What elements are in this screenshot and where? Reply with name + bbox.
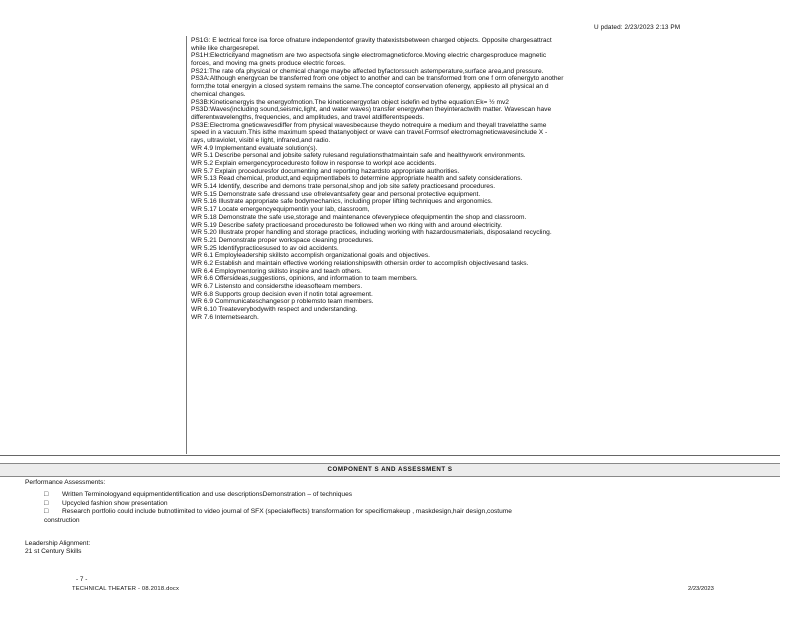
standard-line: WR 5.15 Demonstrate safe dressand use ofrelevantsafety gear and personal protective equipment. [191, 190, 481, 198]
leadership-alignment-label: Leadership Alignment: [25, 540, 91, 547]
checkbox-square-icon: □ [44, 508, 49, 516]
standard-line: PS3D:Waves(including sound,seismic,light, and water waves) transfer energywhen theyinteractwith matter. Wavescan have [191, 106, 552, 114]
assessment-item-continuation: construction [44, 516, 80, 524]
page-number: - 7 - [76, 576, 88, 583]
standard-line: WR 6.6 Offersideas,suggestions, opinions, and information to team members. [191, 275, 418, 283]
standard-line: WR 6.1 Employleadership skillsto accomplish organizational goals and objectives. [191, 252, 430, 260]
standard-line: speed in a vacuum.This isthe maximum speed thatanyobject or wave can travel.Formsof electromagneticwavesinclude X - [191, 129, 548, 137]
standards-cell [186, 36, 781, 454]
standard-line: PS1H:Electricityand magnetism are two aspectsofa single electromagneticforce.Moving electric chargesproduce magnetic [191, 52, 547, 60]
standard-line: forces, and moving ma gnets produce electric forces. [191, 60, 346, 68]
assessment-item [44, 508, 784, 517]
table-divider [0, 455, 780, 456]
standard-line: rays, ultraviolet, visibl e light, infrared,and radio. [191, 136, 331, 144]
standard-line: PS1G: E lectrical force isa force ofnature independentof gravity thatexistsbetween charged objects. Opposite chargesattract [191, 37, 552, 44]
standard-line: WR 5.2 Explain emergencyproceduresto follow in response to workpl ace accidents. [191, 160, 437, 167]
assessment-item [44, 500, 784, 509]
checkbox-square-icon: □ [44, 499, 49, 507]
century-skills-label: 21 st Century Skills [25, 548, 82, 555]
standard-line: WR 5.21 Demonstrate proper workspace cleaning procedures. [191, 236, 374, 244]
standard-line: WR 6.2 Establish and maintain effective working relationshipswith othersin order to accomplish objectivesand tasks. [191, 259, 529, 267]
standard-line: PS3B:Kineticenergyis the energyofmotion.The kineticenergyofan object isdefin ed bythe equation:Ek= ½ mv2 [191, 98, 509, 106]
assessment-bullets [44, 491, 784, 525]
standard-line: WR 6.7 Listensto and considersthe ideasofteam members. [191, 283, 363, 290]
standard-line: WR 5.13 Read chemical, product,and equipmentlabels to determine appropriate health and safety considerations. [191, 175, 523, 183]
footer-date: 2/23/2023 [688, 586, 714, 592]
standard-line: WR 5.19 Describe safety practicesand proceduresto be followed when wo rking with and around electricity. [191, 221, 503, 229]
checkbox-square-icon: □ [44, 491, 49, 498]
performance-assessments-label: Performance Assessments: [25, 479, 106, 486]
standard-line: WR 5.16 Illustrate appropriate safe bodymechanics, including proper lifting techniques and ergonomics. [191, 198, 493, 206]
standard-line: WR 5.7 Explain proceduresfor documenting and reporting hazardsto appropriate authorities. [191, 167, 460, 175]
standard-line: WR 5.25 Identifypracticesused to av oid accidents. [191, 244, 339, 252]
standard-line: WR 5.20 Illustrate proper handling and storage practices, including working with hazardousmaterials, disposaland recycling. [191, 229, 552, 237]
standard-line: PS3A:Although energycan be transferred from one object to another and can be transformed from one f orm ofenergyto another [191, 75, 564, 83]
assessment-item-text: Research portfolio could include butnotlimited to video journal of SFX (specialeffects) transformation for specificmakeup , maskdesign,hair design,costume [62, 508, 512, 516]
standard-line: WR 4.9 Implementand evaluate solution(s). [191, 144, 318, 152]
standard-line: WR 5.1 Describe personal and jobsite safety rulesand regulationsthatmaintain safe and healthywork environments. [191, 152, 526, 160]
standard-line: chemical changes. [191, 90, 246, 98]
standard-line: WR 5.17 Locate emergencyequipmentin your lab, classroom, [191, 206, 370, 214]
standard-line: WR 6.10 Treateverybodywith respect and understanding. [191, 306, 358, 314]
standard-line: PS3E:Electroma gneticwavesdiffer from physical wavesbecause theydo notrequire a medium and theyall travelatthe same [191, 121, 547, 129]
assessment-item-text: Written Terminologyand equipmentidentification and use descriptionsDemonstration – of techniques [62, 491, 353, 498]
standard-line: WR 5.18 Demonstrate the safe use,storage and maintenance ofeverypiece ofequipmentin the shop and classroom. [191, 213, 527, 221]
components-heading: COMPONENT S AND ASSESSMENT S [0, 463, 780, 477]
standard-line: while like chargesrepel. [191, 44, 260, 52]
standard-line: WR 7.6 Internetsearch. [191, 313, 259, 321]
footer-document-name: TECHNICAL THEATER - 08.2018.docx [72, 586, 180, 592]
standard-line: WR 6.8 Supports group decision even if notin total agreement. [191, 290, 373, 298]
updated-timestamp: U pdated: 2/23/2023 2:13 PM [594, 24, 681, 31]
standard-line: form;the total energyin a closed system remains the same.The conceptof conservation ofenergy, appliesto all physical an d [191, 83, 549, 91]
assessment-item-text: Upcycled fashion show presentation [62, 499, 168, 507]
assessment-item [44, 491, 784, 500]
standard-line: WR 6.4 Employmentoring skillsto inspire and teach others. [191, 267, 362, 275]
standard-line: differentwavelengths, frequencies, and amplitudes, and travel atdifferentspeeds. [191, 113, 425, 121]
standards-list [187, 36, 781, 321]
standard-line: PS21:The rate ofa physical or chemical change maybe affected byfactorssuch astemperature,surface area,and pressure. [191, 67, 544, 75]
standard-line: WR 6.9 Communicateschangesor p roblemsto team members. [191, 298, 374, 306]
standard-line: WR 5.14 Identify, describe and demons trate personal,shop and job site safety practicesand procedures. [191, 183, 496, 191]
